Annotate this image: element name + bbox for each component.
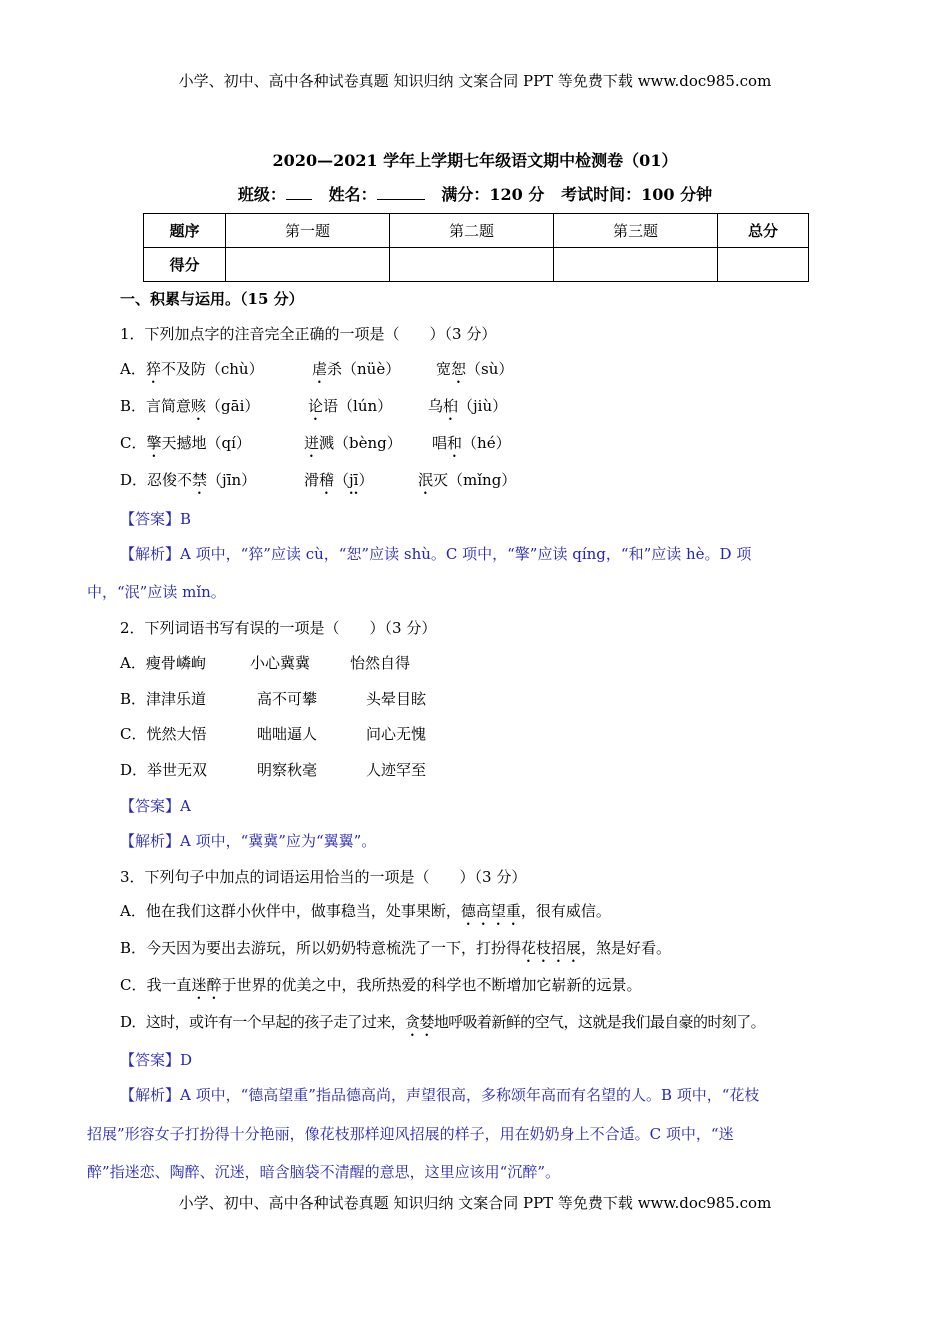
exam-title: 2020—2021 学年上学期七年级语文期中检测卷（01） — [272, 151, 678, 170]
page-footer: 小学、初中、高中各种试卷真题 知识归纳 文案合同 PPT 等免费下载 www.doc985.com — [178, 1194, 772, 1212]
q1-explanation-line-2: 中，“泯”应读 mǐn。 — [87, 583, 226, 601]
score-cell — [226, 248, 390, 282]
row-label-cell: 得分 — [144, 248, 226, 282]
q2-option-c-2: 咄咄逼人 — [257, 725, 318, 743]
q3-option-a: A．他在我们这群小伙伴中，做事稳当，处事果断，德高望重，很有威信。 — [120, 902, 611, 920]
q2-explanation: 【解析】A 项中，“冀冀”应为“翼翼”。 — [120, 832, 377, 850]
q3-explanation-line-3: 醉”指迷恋、陶醉、沉迷，暗含脑袋不清醒的意思，这里应该用“沉醉”。 — [87, 1163, 561, 1181]
score-table-header-row — [144, 214, 809, 248]
class-blank — [286, 185, 312, 200]
exam-info — [0, 182, 950, 205]
q1-option-b-2: 论语（lún） — [308, 397, 393, 415]
q2-option-a-1: A．瘦骨嶙峋 — [120, 654, 206, 672]
q1-option-a-2: 虐杀（nüè） — [312, 360, 401, 378]
q3-option-d: D．这时，或许有一个早起的孩子走了过来，贪婪地呼吸着新鲜的空气，这就是我们最自豪的时刻了。 — [120, 1013, 766, 1031]
q1-option-d-3: 泯灭（mǐng） — [418, 471, 517, 489]
q2-option-a-3: 怡然自得 — [350, 654, 411, 672]
q2-option-b-3: 头晕目眩 — [366, 690, 427, 708]
q2-option-c-1: C．恍然大悟 — [120, 725, 207, 743]
score-cell — [718, 248, 809, 282]
name-label: 姓名： — [328, 185, 377, 204]
q3-answer: 【答案】D — [120, 1051, 193, 1069]
q1-explanation-line-1: 【解析】A 项中，“猝”应读 cù，“恕”应读 shù。C 项中，“擎”应读 qíng，“和”应读 hè。D 项 — [120, 545, 752, 563]
q1-option-d-2: 滑稽（jī） — [304, 471, 374, 489]
header-cell: 第一题 — [226, 214, 390, 248]
header-cell: 总分 — [718, 214, 809, 248]
q1-answer: 【答案】B — [120, 510, 192, 528]
name-blank — [377, 185, 425, 200]
q2-option-d-2: 明察秋毫 — [257, 761, 318, 779]
q1-option-c-2: 迸溅（bèng） — [304, 434, 402, 452]
q2-stem: 2．下列词语书写有误的一项是（ ）（3 分） — [120, 619, 437, 637]
q1-option-a: A．猝不及防（chù） — [120, 360, 264, 378]
q2-option-d-1: D．举世无双 — [120, 761, 208, 779]
score-table-score-row — [144, 248, 809, 282]
q2-option-b-2: 高不可攀 — [257, 690, 318, 708]
header-cell: 第三题 — [554, 214, 718, 248]
q1-stem: 1．下列加点字的注音完全正确的一项是（ ）（3 分） — [120, 325, 497, 343]
q2-option-a-2: 小心冀冀 — [250, 654, 311, 672]
exam-time: 考试时间：100 分钟 — [561, 185, 713, 204]
class-label: 班级： — [237, 185, 286, 204]
q1-option-c: C．擎天撼地（qí） — [120, 434, 251, 452]
header-cell: 第二题 — [390, 214, 554, 248]
q1-option-c-3: 唱和（hé） — [432, 434, 511, 452]
score-cell — [390, 248, 554, 282]
q3-stem: 3．下列句子中加点的词语运用恰当的一项是（ ）（3 分） — [120, 868, 527, 886]
full-score: 满分：120 分 — [441, 185, 545, 204]
q3-option-c: C．我一直迷醉于世界的优美之中，我所热爱的科学也不断增加它崭新的远景。 — [120, 976, 642, 994]
q2-answer: 【答案】A — [120, 797, 191, 815]
page-header: 小学、初中、高中各种试卷真题 知识归纳 文案合同 PPT 等免费下载 www.doc985.com — [178, 72, 772, 90]
q2-option-c-3: 问心无愧 — [366, 725, 427, 743]
score-table — [143, 213, 809, 282]
q1-option-d: D．忍俊不禁（jīn） — [120, 471, 257, 489]
q2-option-b-1: B．津津乐道 — [120, 690, 207, 708]
q1-option-b-3: 乌桕（jiù） — [428, 397, 508, 415]
q3-explanation-line-1: 【解析】A 项中，“德高望重”指品德高尚，声望很高，多称颂年高而有名望的人。B 项中，“花枝 — [120, 1086, 760, 1104]
score-cell — [554, 248, 718, 282]
section-1-title: 一、积累与运用。（15 分） — [120, 290, 304, 308]
q1-option-a-3: 宽恕（sù） — [436, 360, 514, 378]
q3-explanation-line-2: 招展”形容女子打扮得十分艳丽，像花枝那样迎风招展的样子，用在奶奶身上不合适。C 项中，“迷 — [87, 1125, 734, 1143]
q2-option-d-3: 人迹罕至 — [366, 761, 427, 779]
header-cell: 题序 — [144, 214, 226, 248]
q1-option-b: B．言简意赅（gāi） — [120, 397, 260, 415]
q3-option-b: B．今天因为要出去游玩，所以奶奶特意梳洗了一下，打扮得花枝招展，煞是好看。 — [120, 939, 672, 957]
